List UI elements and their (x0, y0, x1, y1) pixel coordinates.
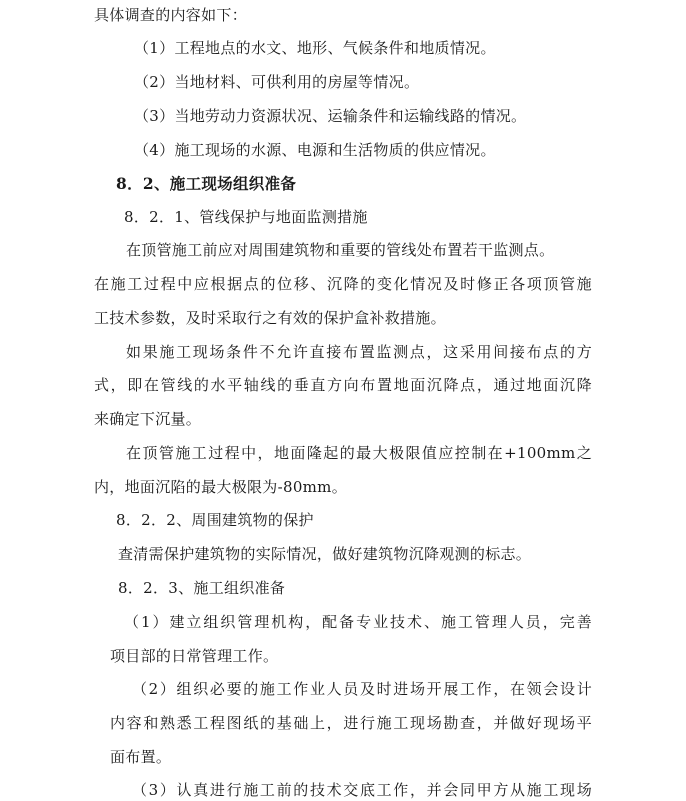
subsection-heading: 8．2．2、周围建筑物的保护 (116, 511, 314, 529)
paragraph-line: 在施工过程中应根据点的位移、沉降的变化情况及时修正各项顶管施 (94, 275, 592, 293)
list-item-line: （3）认真进行施工前的技术交底工作，并会同甲方从施工现场 (132, 781, 592, 799)
list-item-line: （1）建立组织管理机构，配备专业技术、施工管理人员，完善 (124, 613, 592, 631)
subsection-heading: 8．2．1、管线保护与地面监测措施 (124, 208, 368, 226)
paragraph-line: 式，即在管线的水平轴线的垂直方向布置地面沉降点，通过地面沉降 (94, 376, 592, 394)
paragraph-line: 在顶管施工过程中，地面隆起的最大极限值应控制在+100mm之 (126, 444, 592, 462)
paragraph-line: 工技术参数，及时采取行之有效的保护盒补救措施。 (94, 309, 446, 327)
survey-item: （1）工程地点的水文、地形、气候条件和地质情况。 (134, 39, 496, 57)
paragraph-line: 内，地面沉陷的最大极限为-80mm。 (94, 478, 348, 496)
paragraph-line: 如果施工现场条件不允许直接布置监测点，这采用间接布点的方 (126, 343, 592, 361)
subsection-heading: 8．2．3、施工组织准备 (118, 579, 286, 597)
section-heading: 8．2、施工现场组织准备 (116, 174, 297, 193)
paragraph-line: 查清需保护建筑物的实际情况，做好建筑物沉降观测的标志。 (118, 545, 532, 563)
list-item-line: 内容和熟悉工程图纸的基础上，进行施工现场勘查，并做好现场平 (110, 714, 592, 732)
list-item-line: 项目部的日常管理工作。 (110, 647, 279, 665)
survey-item: （4）施工现场的水源、电源和生活物质的供应情况。 (134, 141, 496, 159)
list-item-line: 面布置。 (110, 748, 172, 766)
intro-text: 具体调查的内容如下： (94, 6, 248, 24)
survey-item: （2）当地材料、可供利用的房屋等情况。 (134, 73, 420, 91)
list-item-line: （2）组织必要的施工作业人员及时进场开展工作，在领会设计 (132, 680, 592, 698)
paragraph-line: 来确定下沉量。 (94, 410, 202, 428)
paragraph-line: 在顶管施工前应对周围建筑物和重要的管线处布置若干监测点。 (126, 241, 555, 259)
survey-item: （3）当地劳动力资源状况、运输条件和运输线路的情况。 (134, 107, 527, 125)
